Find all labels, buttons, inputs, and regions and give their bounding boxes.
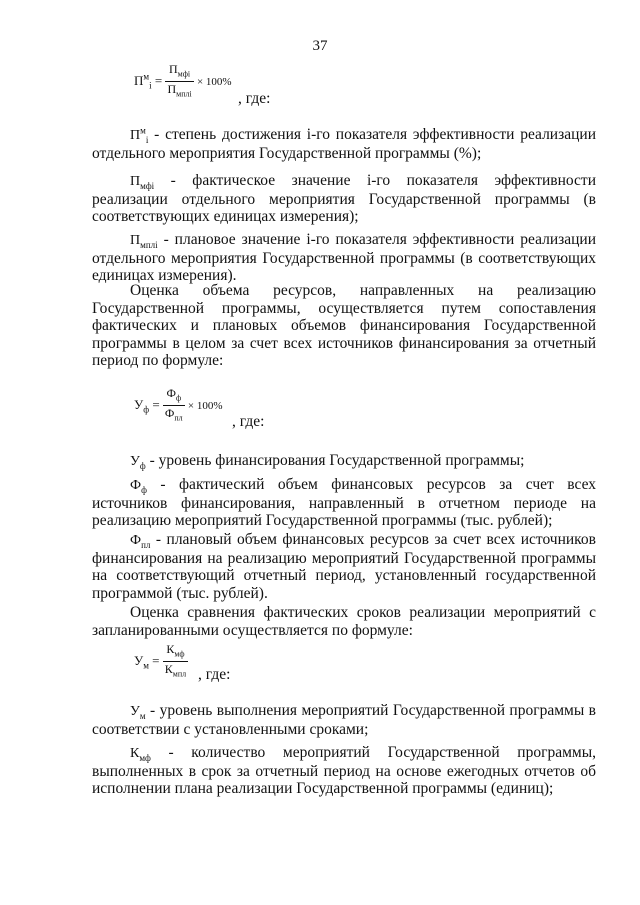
formula-lhs: $У_м$ — [134, 652, 149, 671]
definition-paragraph: $Ф_{пл}$ - плановый объем финансовых ресурсов за счет всех источников финансирования на реализацию мероприятий Государственной программы на соответствующий отчетный период, установленный государственной программой (тыс. рублей). — [92, 531, 596, 602]
definition-paragraph: $У_ф$ - уровень финансирования Государственной программы; — [130, 452, 525, 471]
definition-paragraph: $П^м_i$ - степень достижения i-го показателя эффективности реализации отдельного мероприятия Государственной программы (%); — [92, 125, 596, 162]
formula-fraction: $\frac{П_{мфi}}{П_{мплi}}$ — [167, 62, 192, 99]
page-number: 37 — [312, 38, 328, 54]
formula-lhs: $П^м_i$ — [134, 71, 152, 91]
formula-suffix: , где: — [232, 413, 265, 430]
definition-symbol: $У_ф$ — [130, 454, 146, 471]
definition-symbol: $П^м_i$ — [130, 125, 149, 145]
formula-financing: $У_ф$ = $\frac{Ф_ф}{Ф_{пл}}$ × 100% — [134, 386, 223, 426]
formula-fraction: $\frac{Ф_ф}{Ф_{пл}}$ — [164, 386, 183, 423]
definition-symbol: $П_{мфi}$ — [130, 174, 155, 191]
definition-symbol: $Ф_{пл}$ — [130, 533, 151, 550]
definition-symbol: $Ф_ф$ — [130, 478, 147, 495]
definition-symbol: $К_{мф}$ — [130, 746, 151, 763]
definition-symbol: $П_{мплi}$ — [130, 233, 158, 250]
body-paragraph: Оценка объема ресурсов, направленных на реализацию Государственной программы, осуществляется путем сопоставления фактических и плановых объемов финансирования Государственной программы в целом за счет всех источников финансирования за отчетный период по формуле: — [92, 282, 596, 369]
formula-efficiency: $П^м_i$ = $\frac{П_{мфi}}{П_{мплi}}$ × 100% — [134, 62, 232, 102]
formula-timeliness: $У_м$ = $\frac{К_{мф}}{К_{мпл}}$ — [134, 642, 188, 682]
formula-fraction: $\frac{К_{мф}}{К_{мпл}}$ — [164, 642, 187, 679]
formula-suffix: , где: — [238, 90, 271, 107]
definition-paragraph: $К_{мф}$ - количество мероприятий Государственной программы, выполненных в срок за отчетный период на основе ежегодных отчетов об исполнении плана реализации Государственной программы (единиц); — [92, 744, 596, 797]
definition-paragraph: $У_м$ - уровень выполнения мероприятий Государственной программы в соответствии с установленными сроками; — [92, 702, 596, 738]
body-paragraph: Оценка сравнения фактических сроков реализации мероприятий с запланированными осуществляется по формуле: — [92, 604, 596, 639]
formula-lhs: $У_ф$ — [134, 396, 150, 415]
formula-suffix: , где: — [198, 666, 231, 683]
definition-symbol: $У_м$ — [130, 704, 146, 721]
definition-paragraph: $П_{мфi}$ - фактическое значение i-го показателя эффективности реализации отдельного мероприятия Государственной программы (в соответствующих единицах измерения); — [92, 172, 596, 225]
definition-paragraph: $П_{мплi}$ - плановое значение i-го показателя эффективности реализации отдельного мероприятия Государственной программы (в соответствующих единицах измерения). — [92, 231, 596, 284]
definition-paragraph: $Ф_ф$ - фактический объем финансовых ресурсов за счет всех источников финансирования, направленный в отчетном периоде на реализацию мероприятий Государственной программы (тыс. рублей); — [92, 476, 596, 529]
